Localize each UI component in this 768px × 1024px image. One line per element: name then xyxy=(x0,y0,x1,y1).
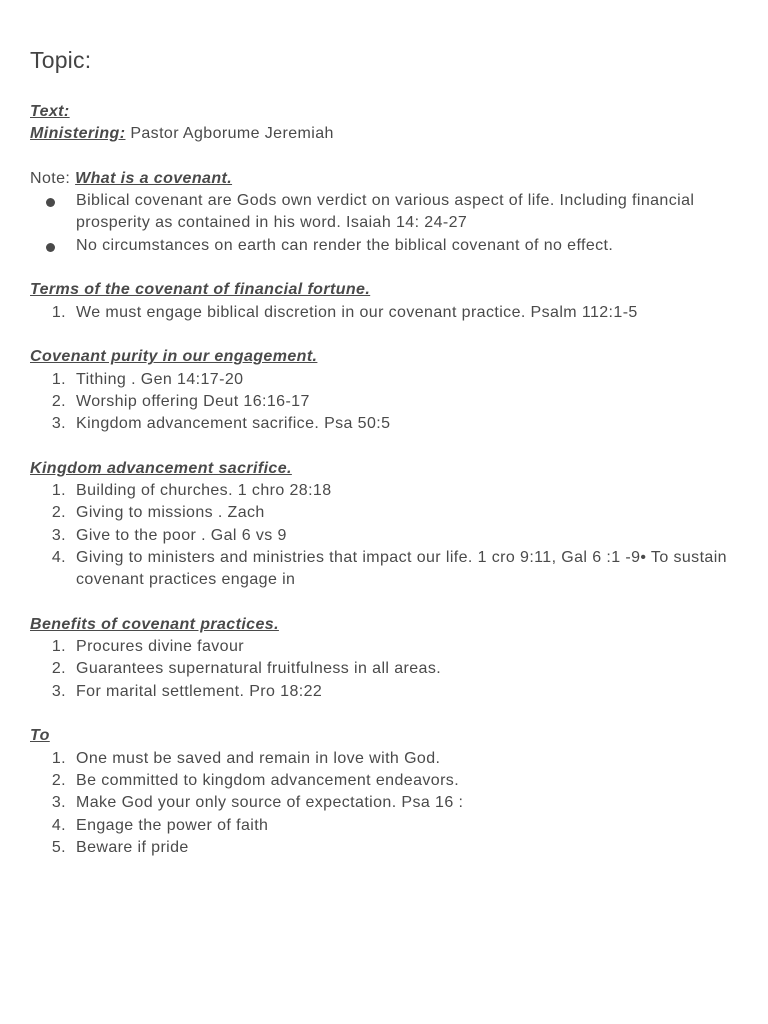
list-item-number: 5. xyxy=(51,838,66,856)
spacer xyxy=(30,592,738,614)
list-item-text: Give to the poor . Gal 6 vs 9 xyxy=(76,526,287,544)
section-numbered-list xyxy=(30,302,738,324)
list-item xyxy=(30,636,738,658)
list-item xyxy=(30,525,738,547)
bullet-text: Biblical covenant are Gods own verdict on various aspect of life. Including financial prosperity as contained in his word. Isaiah 14: 24-27 xyxy=(76,192,695,232)
note-bullet-list xyxy=(30,190,738,257)
list-item-text: Giving to ministers and ministries that impact our life. 1 cro 9:11, Gal 6 :1 -9• To sustain covenant practices engage in xyxy=(76,548,727,589)
list-item-number: 3. xyxy=(51,794,66,812)
spacer xyxy=(30,324,738,346)
list-item-text: Giving to missions . Zach xyxy=(76,504,265,522)
section-heading: Kingdom advancement sacrifice. xyxy=(30,459,292,477)
list-item-number: 1. xyxy=(51,370,66,388)
sections-container xyxy=(30,257,738,859)
list-item xyxy=(30,480,738,502)
section-numbered-list xyxy=(30,369,738,436)
list-item-text: Kingdom advancement sacrifice. Psa 50:5 xyxy=(76,415,391,433)
list-item xyxy=(30,792,738,814)
list-item xyxy=(30,391,738,413)
list-item xyxy=(30,815,738,837)
list-item-number: 1. xyxy=(51,638,66,656)
list-item-text: Procures divine favour xyxy=(76,638,244,656)
bullet-text: No circumstances on earth can render the biblical covenant of no effect. xyxy=(76,236,614,254)
list-item-number: 1. xyxy=(51,303,66,321)
ministering-value: Pastor Agborume Jeremiah xyxy=(125,125,334,143)
spacer xyxy=(30,435,738,457)
list-item-text: Engage the power of faith xyxy=(76,816,269,834)
spacer xyxy=(30,146,738,168)
list-item-number: 3. xyxy=(51,415,66,433)
list-item xyxy=(30,413,738,435)
list-item-number: 4. xyxy=(51,548,66,566)
topic-title: Topic: xyxy=(30,47,92,73)
section-heading: To xyxy=(30,727,50,745)
note-heading: What is a covenant. xyxy=(75,169,233,187)
list-item-number: 3. xyxy=(51,526,66,544)
note-line xyxy=(30,168,738,190)
section-heading: Terms of the covenant of financial fortune. xyxy=(30,281,371,299)
list-item-text: Building of churches. 1 chro 28:18 xyxy=(76,482,332,500)
ministering-line xyxy=(30,123,738,145)
list-item xyxy=(30,837,738,859)
list-item-number: 2. xyxy=(51,771,66,789)
ministering-label: Ministering: xyxy=(30,125,126,143)
bullet-item xyxy=(30,190,738,235)
list-item-text: For marital settlement. Pro 18:22 xyxy=(76,682,323,700)
section-numbered-list xyxy=(30,748,738,859)
section-numbered-list xyxy=(30,480,738,591)
list-item-number: 1. xyxy=(51,482,66,500)
section-numbered-list xyxy=(30,636,738,703)
list-item-number: 3. xyxy=(51,682,66,700)
list-item xyxy=(30,302,738,324)
list-item-text: Make God your only source of expectation. Psa 16 : xyxy=(76,794,464,812)
list-item xyxy=(30,547,738,592)
list-item xyxy=(30,502,738,524)
list-item xyxy=(30,658,738,680)
bullet-dot-icon xyxy=(46,198,55,207)
list-item-text: Be committed to kingdom advancement endeavors. xyxy=(76,771,460,789)
list-item-text: We must engage biblical discretion in our covenant practice. Psalm 112:1-5 xyxy=(76,303,638,321)
list-item-text: One must be saved and remain in love with God. xyxy=(76,749,441,767)
text-label: Text: xyxy=(30,103,70,120)
note-prefix: Note: xyxy=(30,169,76,187)
list-item-text: Guarantees supernatural fruitfulness in all areas. xyxy=(76,660,442,678)
list-item-number: 2. xyxy=(51,660,66,678)
list-item-number: 4. xyxy=(51,816,66,834)
section-heading: Covenant purity in our engagement. xyxy=(30,348,318,366)
spacer xyxy=(30,703,738,725)
list-item-number: 2. xyxy=(51,392,66,410)
list-item xyxy=(30,369,738,391)
list-item-text: Worship offering Deut 16:16-17 xyxy=(76,392,310,410)
list-item-number: 1. xyxy=(51,749,66,767)
list-item xyxy=(30,770,738,792)
text-line xyxy=(30,101,738,123)
list-item-text: Tithing . Gen 14:17-20 xyxy=(76,370,244,388)
bullet-item xyxy=(30,235,738,257)
list-item-text: Beware if pride xyxy=(76,838,189,856)
list-item xyxy=(30,681,738,703)
list-item xyxy=(30,748,738,770)
list-item-number: 2. xyxy=(51,504,66,522)
spacer xyxy=(30,257,738,279)
section-heading: Benefits of covenant practices. xyxy=(30,615,279,633)
bullet-dot-icon xyxy=(46,243,55,252)
